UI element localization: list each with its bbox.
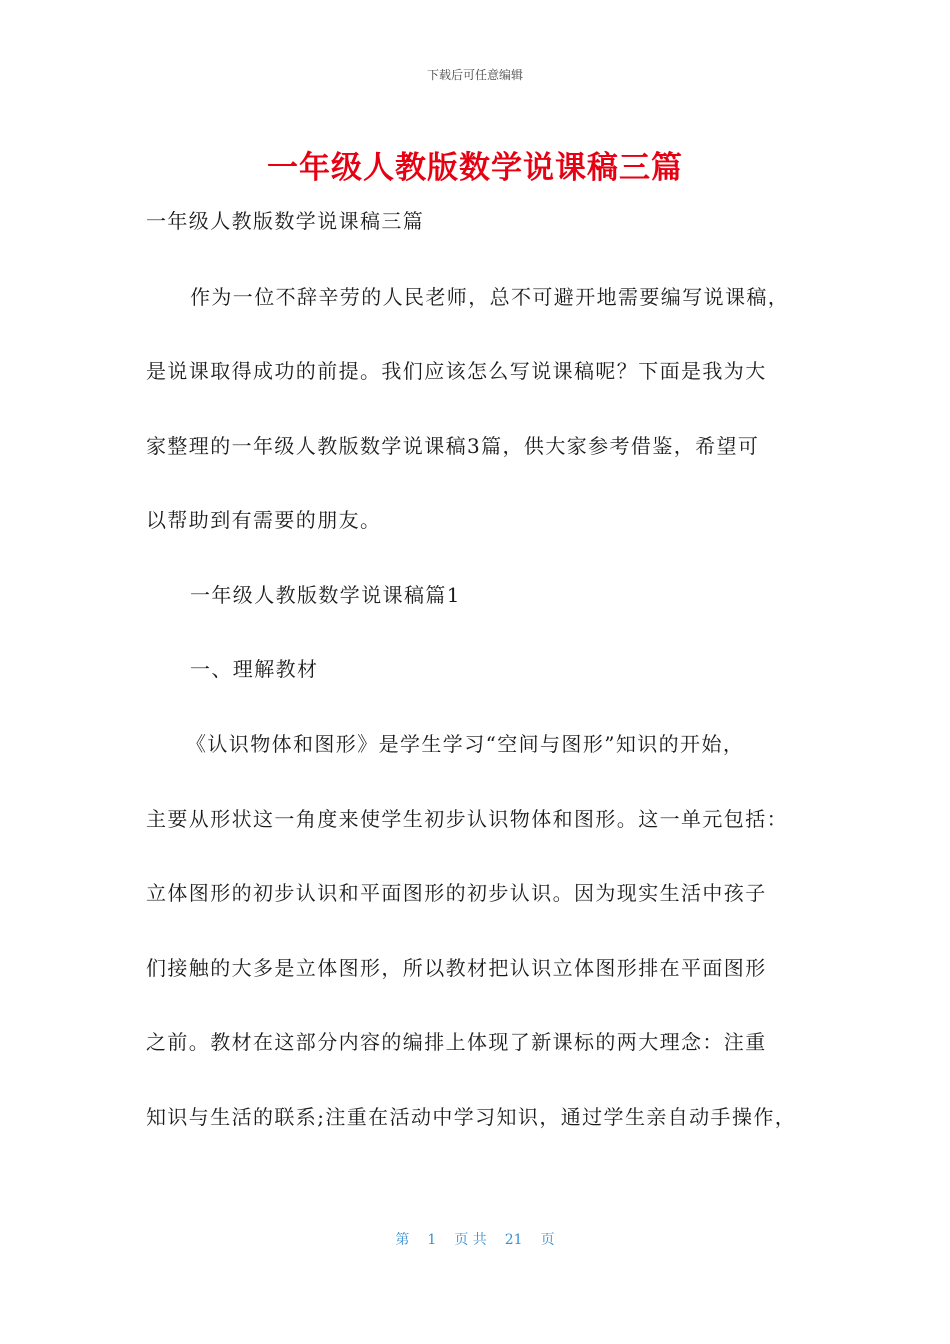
- body-line: 是说课取得成功的前提。我们应该怎么写说课稿呢？下面是我为大: [146, 359, 767, 383]
- footer-mid: 页 共: [454, 1232, 487, 1248]
- document-title: 一年级人教版数学说课稿三篇: [267, 150, 683, 186]
- footer-suffix: 页: [540, 1232, 555, 1248]
- body-line: 主要从形状这一角度来使学生初步认识物体和图形。这一单元包括：: [146, 807, 788, 831]
- body-line: 立体图形的初步认识和平面图形的初步认识。因为现实生活中孩子: [146, 881, 767, 905]
- body-line: 以帮助到有需要的朋友。: [146, 508, 382, 532]
- body-line: 作为一位不辞辛劳的人民老师，总不可避开地需要编写说课稿，: [190, 285, 790, 309]
- body-line: 《认识物体和图形》是学生学习“空间与图形”知识的开始，: [186, 732, 745, 756]
- body-line: 之前。教材在这部分内容的编排上体现了新课标的两大理念：注重: [146, 1030, 767, 1054]
- body-line: 们接触的大多是立体图形，所以教材把认识立体图形排在平面图形: [146, 956, 767, 980]
- section-heading: 一年级人教版数学说课稿篇1: [190, 583, 461, 607]
- header-note: 下载后可任意编辑: [426, 68, 523, 82]
- page-footer: [0, 1229, 950, 1249]
- body-line: 家整理的一年级人教版数学说课稿3篇，供大家参考借鉴，希望可: [146, 434, 760, 458]
- subsection-heading: 一、理解教材: [190, 657, 319, 681]
- body-line: 知识与生活的联系;注重在活动中学习知识，通过学生亲自动手操作，: [146, 1105, 797, 1129]
- footer-page-number: 1: [427, 1232, 437, 1248]
- footer-total-pages: 21: [504, 1232, 523, 1248]
- body-line-subtitle: 一年级人教版数学说课稿三篇: [146, 209, 425, 233]
- footer-prefix: 第: [395, 1232, 410, 1248]
